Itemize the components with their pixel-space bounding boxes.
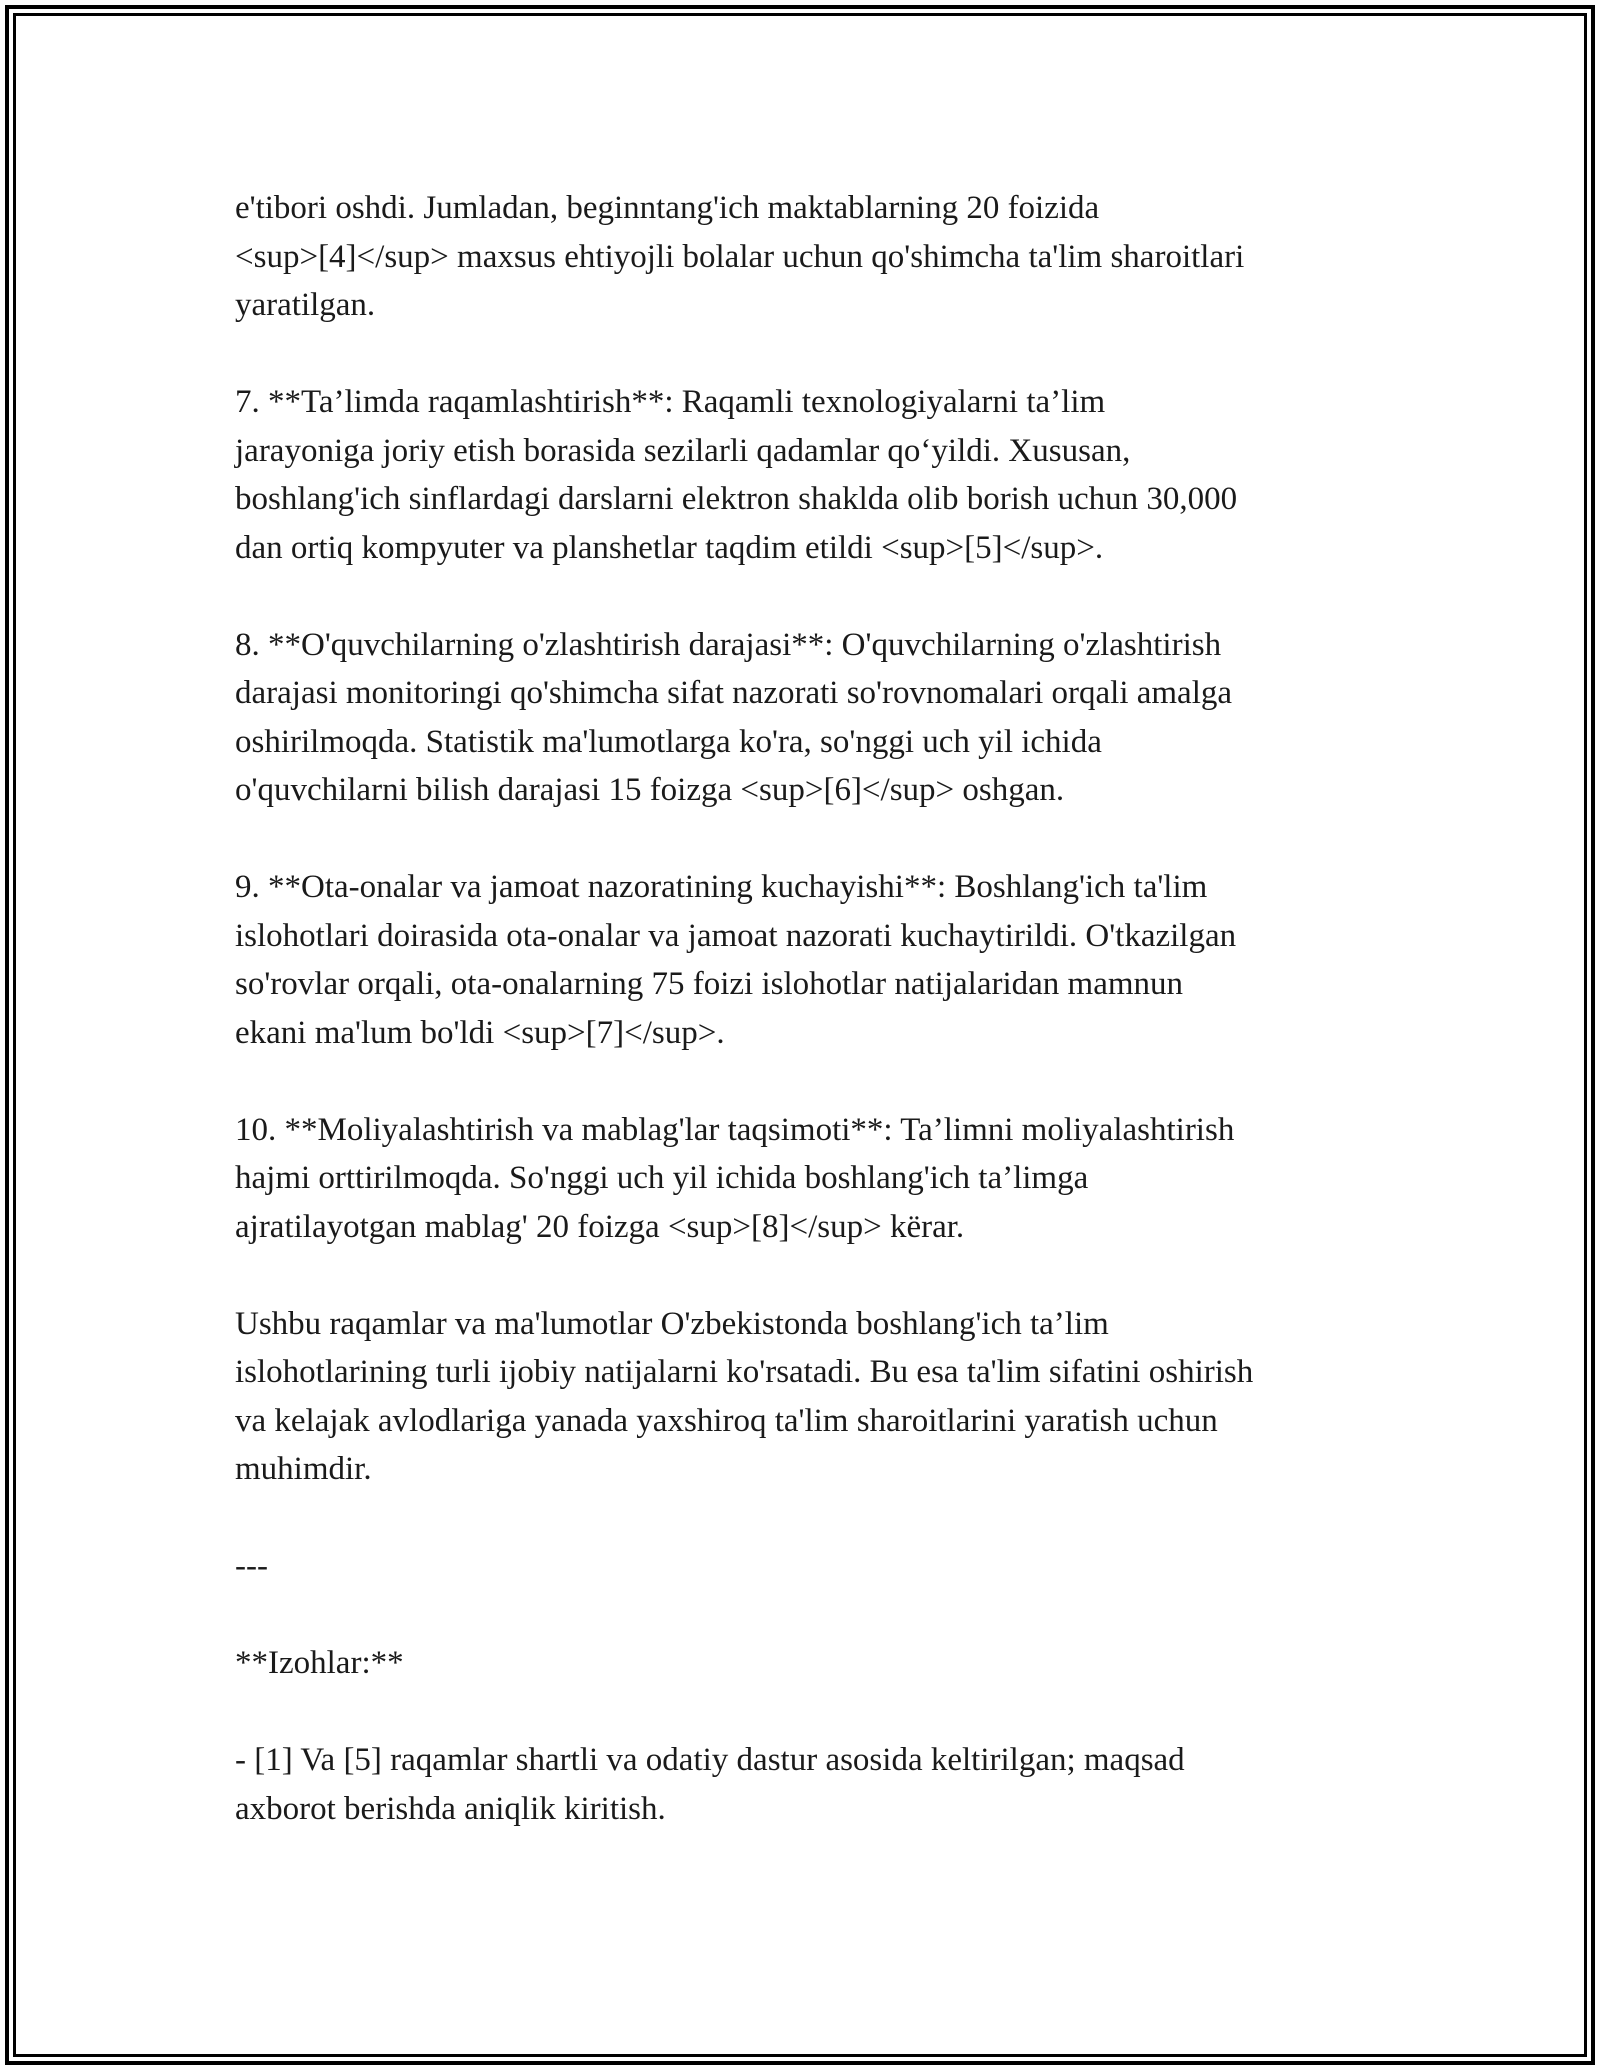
paragraph-student-achievement: 8. **O'quvchilarning o'zlashtirish darajasi**: O'quvchilarning o'zlashtirish darajasi monitoringi qo'shimcha sifat nazorati so'rovnomalari orqali amalga oshirilmoqda. Statistik ma'lumotlarga ko'ra, so'nggi uch yil ichida o'quvchilarni bilish darajasi 15 foizga <sup>[6]</sup> oshgan. [235,626,1233,808]
paragraph-parent-public-oversight: 9. **Ota-onalar va jamoat nazoratining kuchayishi**: Boshlang'ich ta'lim islohotlari doirasida ota-onalar va jamoat nazorati kuchaytirildi. O'tkazilgan so'rovlar orqali, ota-onalarning 75 foizi islohotlar natijalaridan mamnun ekani ma'lum bo'ldi <sup>[7]</sup>. [235,869,1237,1051]
document-body [235,184,1375,1882]
section-divider: --- [235,1548,268,1584]
paragraph-conclusion: Ushbu raqamlar va ma'lumotlar O'zbekistonda boshlang'ich ta’lim islohotlarining turli ijobiy natijalarni ko'rsatadi. Bu esa ta'lim sifatini oshirish va kelajak avlodlariga yanada yaxshiroq ta'lim sharoitlarini yaratish uchun muhimdir. [235,1305,1254,1487]
paragraph-digitalization: 7. **Ta’limda raqamlashtirish**: Raqamli texnologiyalarni ta’lim jarayoniga joriy etish borasida sezilarli qadamlar qo‘yildi. Xususan, boshlang'ich sinflardagi darslarni elektron shaklda olib borish uchun 30,000 dan ortiq kompyuter va planshetlar taqdim etildi <sup>[5]</sup>. [235,384,1238,566]
paragraph-financing: 10. **Moliyalashtirish va mablag'lar taqsimoti**: Ta’limni moliyalashtirish hajmi orttirilmoqda. So'nggi uch yil ichida boshlang'ich ta’limga ajratilayotgan mablag' 20 foizga <sup>[8]</sup> kërar. [235,1111,1235,1245]
notes-heading: **Izohlar:** [235,1645,404,1681]
paragraph-inclusive-education-continuation: e'tibori oshdi. Jumladan, beginntang'ich maktablarning 20 foizida <sup>[4]</sup> maxsus ehtiyojli bolalar uchun qo'shimcha ta'lim sharoitlari yaratilgan. [235,190,1245,323]
note-item: - [1] Va [5] raqamlar shartli va odatiy dastur asosida keltirilgan; maqsad axborot berishda aniqlik kiritish. [235,1742,1185,1827]
